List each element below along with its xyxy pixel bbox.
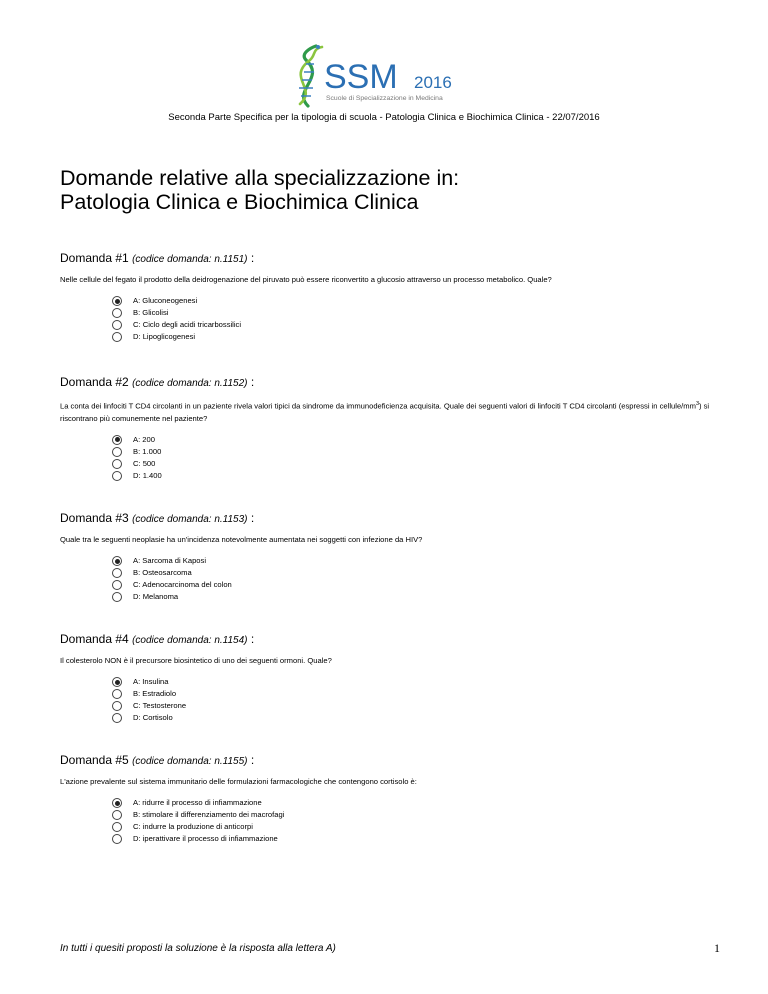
footer-note: In tutti i quesiti proposti la soluzione è la risposta alla lettera A) (60, 943, 336, 954)
question-2 (60, 375, 730, 482)
question-4 (60, 632, 730, 724)
radio-icon[interactable] (112, 689, 122, 699)
answer-options (112, 555, 730, 603)
question-heading: Domanda #3 (codice domanda: n.1153) : (60, 511, 255, 525)
question-text: Il colesterolo NON è il precursore biosintetico di uno dei seguenti ormoni. Quale? (60, 656, 332, 665)
answer-option-d[interactable]: D: Melanoma (112, 591, 730, 603)
logo-tagline: Scuole di Specializzazione in Medicina (326, 95, 443, 102)
logo-brand: SSM (324, 58, 398, 96)
radio-icon[interactable] (112, 810, 122, 820)
question-code: (codice domanda: n.1153) (132, 514, 248, 525)
ssm2016-logo (282, 44, 492, 112)
page-title-line2: Patologia Clinica e Biochimica Clinica (60, 190, 419, 214)
radio-icon[interactable] (112, 320, 122, 330)
radio-icon[interactable] (112, 822, 122, 832)
question-heading: Domanda #4 (codice domanda: n.1154) : (60, 632, 255, 646)
question-3 (60, 511, 730, 603)
answer-option-c[interactable]: C: indurre la produzione di anticorpi (112, 821, 730, 833)
answer-option-a[interactable]: A: ridurre il processo di infiammazione (112, 797, 730, 809)
answer-option-a[interactable]: A: Insulina (112, 676, 730, 688)
header-subtitle: Seconda Parte Specifica per la tipologia di scuola - Patologia Clinica e Biochimica Clinica - 22/07/2016 (168, 112, 600, 123)
radio-selected-icon[interactable] (112, 798, 122, 808)
radio-selected-icon[interactable] (112, 556, 122, 566)
radio-icon[interactable] (112, 568, 122, 578)
question-1 (60, 251, 730, 343)
page-number: 1 (714, 941, 720, 955)
question-text: L'azione prevalente sul sistema immunitario delle formulazioni farmacologiche che contengono cortisolo è: (60, 777, 417, 786)
answer-option-d[interactable]: D: Cortisolo (112, 712, 730, 724)
question-code: (codice domanda: n.1151) (132, 254, 248, 265)
answer-option-b[interactable]: B: 1.000 (112, 446, 730, 458)
question-code: (codice domanda: n.1155) (132, 756, 248, 767)
answer-option-d[interactable]: D: 1.400 (112, 470, 730, 482)
question-text: La conta dei linfociti T CD4 circolanti in un paziente rivela valori tipici da sindrome da immunodeficienza acquisita. Quale dei seguenti valori di linfociti T CD4 circolanti (espressi in cellule/$mm^3$) si riscontrano più comunemente nel paziente? (60, 401, 710, 423)
question-code: (codice domanda: n.1152) (132, 378, 248, 389)
answer-option-a[interactable]: A: Gluconeogenesi (112, 295, 730, 307)
answer-option-c[interactable]: C: Adenocarcinoma del colon (112, 579, 730, 591)
answer-option-b[interactable]: B: stimolare il differenziamento dei macrofagi (112, 809, 730, 821)
answer-option-d[interactable]: D: iperattivare il processo di infiammazione (112, 833, 730, 845)
page-title (60, 166, 459, 214)
radio-selected-icon[interactable] (112, 677, 122, 687)
radio-icon[interactable] (112, 701, 122, 711)
answer-options (112, 797, 730, 845)
answer-option-c[interactable]: C: Ciclo degli acidi tricarbossilici (112, 319, 730, 331)
question-heading: Domanda #2 (codice domanda: n.1152) : (60, 375, 255, 389)
radio-icon[interactable] (112, 459, 122, 469)
question-text: Nelle cellule del fegato il prodotto della deidrogenazione del piruvato può essere riconvertito a glucosio attraverso un processo metabolico. Quale? (60, 275, 552, 284)
question-text: Quale tra le seguenti neoplasie ha un'incidenza notevolmente aumentata nei soggetti con infezione da HIV? (60, 535, 423, 544)
radio-icon[interactable] (112, 332, 122, 342)
question-heading: Domanda #5 (codice domanda: n.1155) : (60, 753, 255, 767)
radio-icon[interactable] (112, 471, 122, 481)
answer-option-d[interactable]: D: Lipoglicogenesi (112, 331, 730, 343)
answer-options (112, 295, 730, 343)
answer-option-c[interactable]: C: 500 (112, 458, 730, 470)
answer-option-b[interactable]: B: Glicolisi (112, 307, 730, 319)
answer-options (112, 434, 730, 482)
question-code: (codice domanda: n.1154) (132, 635, 248, 646)
dna-helix-icon (299, 45, 322, 106)
question-5 (60, 753, 730, 845)
question-heading: Domanda #1 (codice domanda: n.1151) : (60, 251, 255, 265)
radio-selected-icon[interactable] (112, 435, 122, 445)
radio-icon[interactable] (112, 580, 122, 590)
answer-option-b[interactable]: B: Osteosarcoma (112, 567, 730, 579)
logo-year: 2016 (414, 73, 452, 92)
radio-icon[interactable] (112, 308, 122, 318)
answer-option-c[interactable]: C: Testosterone (112, 700, 730, 712)
radio-icon[interactable] (112, 834, 122, 844)
answer-option-a[interactable]: A: Sarcoma di Kaposi (112, 555, 730, 567)
answer-option-b[interactable]: B: Estradiolo (112, 688, 730, 700)
radio-icon[interactable] (112, 447, 122, 457)
radio-icon[interactable] (112, 592, 122, 602)
answer-option-a[interactable]: A: 200 (112, 434, 730, 446)
radio-selected-icon[interactable] (112, 296, 122, 306)
answer-options (112, 676, 730, 724)
page-title-line1: Domande relative alla specializzazione in: (60, 166, 460, 190)
radio-icon[interactable] (112, 713, 122, 723)
